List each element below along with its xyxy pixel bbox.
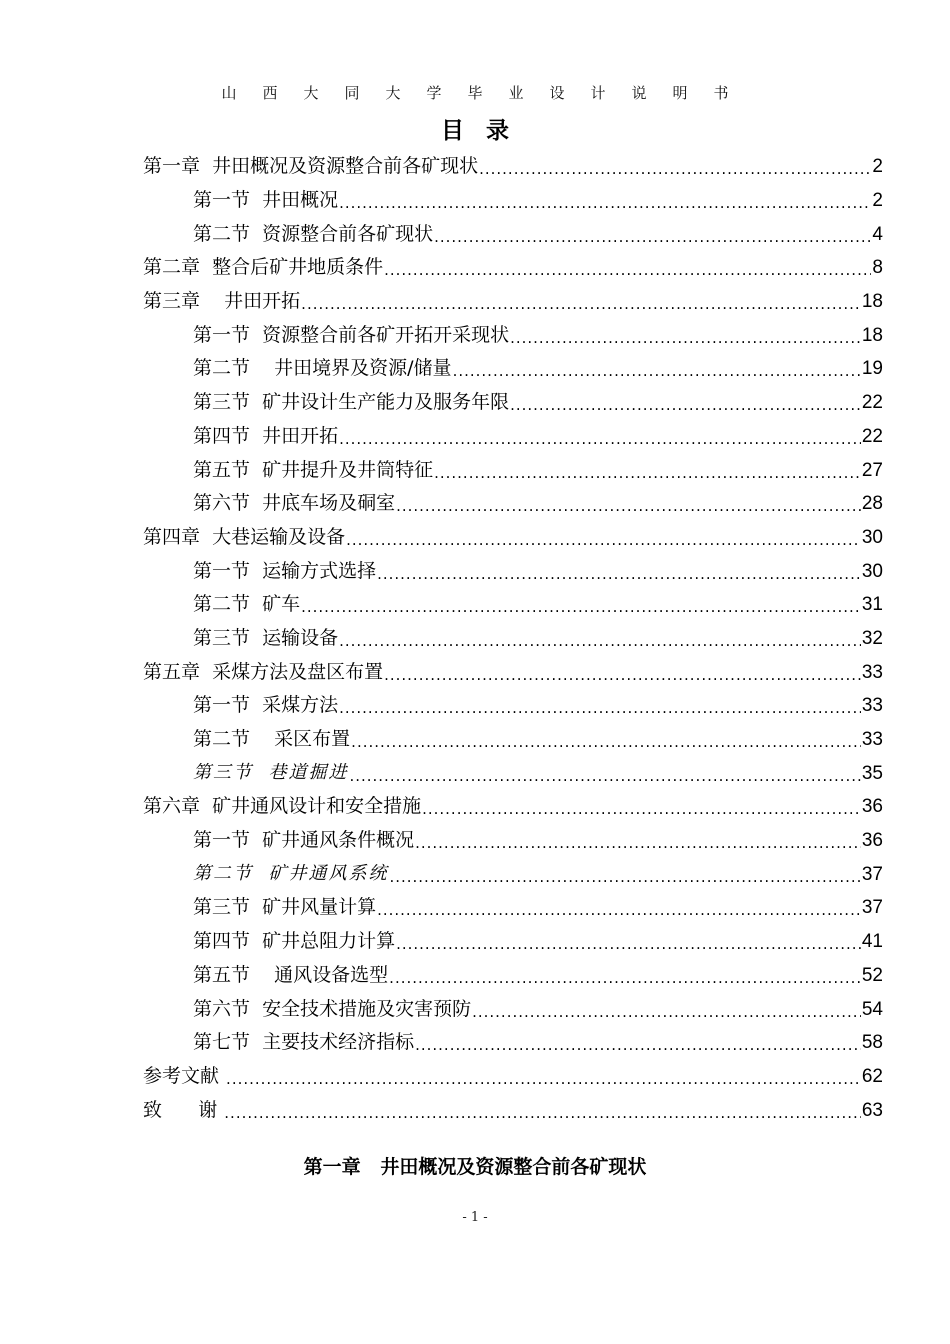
toc-entry-title: 第五节 通风设备选型 <box>193 963 389 986</box>
toc-entry-page-number: 27 <box>861 459 883 481</box>
toc-chapter-entry[interactable] <box>143 251 883 285</box>
toc-section-entry[interactable] <box>143 352 883 386</box>
toc-chapter-entry[interactable] <box>143 150 883 184</box>
toc-section-entry[interactable] <box>143 554 883 588</box>
toc-entry-title: 第五章 采煤方法及盘区布置 <box>143 660 384 683</box>
toc-entry-title: 第四节 矿井总阻力计算 <box>193 930 396 953</box>
toc-entry-title: 第三节 矿井设计生产能力及服务年限 <box>193 391 510 414</box>
toc-entry-page-number: 33 <box>861 661 883 683</box>
toc-entry-title: 第七节 主要技术经济指标 <box>193 1031 415 1054</box>
toc-entry-page-number: 52 <box>861 964 883 986</box>
toc-chapter-entry[interactable] <box>143 790 883 824</box>
toc-entry-page-number: 4 <box>872 223 883 245</box>
toc-entry-title: 第四节 井田开拓 <box>193 424 339 447</box>
toc-entry-title: 第二节 采区布置 <box>193 728 351 751</box>
toc-entry-title: 第一节 采煤方法 <box>193 694 339 717</box>
toc-dot-leader <box>415 1038 861 1053</box>
toc-dot-leader <box>339 196 871 211</box>
toc-section-entry[interactable] <box>143 217 883 251</box>
toc-entry-title: 第三节 运输设备 <box>193 626 339 649</box>
toc-section-entry[interactable] <box>143 1026 883 1060</box>
toc-section-entry[interactable] <box>143 959 883 993</box>
toc-entry-title: 第五节 矿井提升及井筒特征 <box>193 458 434 481</box>
toc-dot-leader <box>226 1072 861 1087</box>
toc-dot-leader <box>301 297 861 312</box>
toc-entry-page-number: 54 <box>861 998 883 1020</box>
toc-dot-leader <box>434 466 861 481</box>
toc-entry-title: 第一节 资源整合前各矿开拓开采现状 <box>193 323 510 346</box>
toc-entry-title: 第六节 安全技术措施及灾害预防 <box>193 997 472 1020</box>
toc-entry-title: 参考文献 <box>143 1064 226 1087</box>
toc-dot-leader <box>301 600 861 615</box>
toc-entry-title: 第二节 矿车 <box>193 593 301 616</box>
toc-dot-leader <box>472 1005 861 1020</box>
toc-entry-title: 第二章 整合后矿井地质条件 <box>143 256 384 279</box>
toc-dot-leader <box>377 567 861 582</box>
toc-entry-title: 致 谢 <box>143 1098 224 1121</box>
toc-section-entry[interactable] <box>143 588 883 622</box>
toc-dot-leader <box>453 364 861 379</box>
running-header: 山西大同大学毕业设计说明书 <box>221 84 755 102</box>
toc-entry-page-number: 32 <box>861 627 883 649</box>
toc-section-entry[interactable] <box>143 925 883 959</box>
toc-section-entry[interactable] <box>143 453 883 487</box>
toc-entry-title: 第一节 矿井通风条件概况 <box>193 829 415 852</box>
toc-chapter-entry[interactable] <box>143 1060 883 1094</box>
chapter-heading-text: 第一章 井田概况及资源整合前各矿现状 <box>303 1156 647 1178</box>
toc-entry-title: 第六章 矿井通风设计和安全措施 <box>143 795 422 818</box>
toc-entry-page-number: 31 <box>861 594 883 616</box>
toc-title: 目录 <box>441 118 531 144</box>
toc-section-entry[interactable] <box>143 857 883 891</box>
toc-dot-leader <box>389 870 860 885</box>
toc-dot-leader <box>396 937 861 952</box>
toc-section-entry[interactable] <box>143 756 883 790</box>
toc-dot-leader <box>377 903 861 918</box>
toc-chapter-entry[interactable] <box>143 285 883 319</box>
toc-dot-leader <box>224 1106 861 1121</box>
toc-entry-title: 第一节 运输方式选择 <box>193 559 377 582</box>
table-of-contents <box>143 150 883 1127</box>
toc-entry-page-number: 18 <box>861 324 883 346</box>
toc-dot-leader <box>396 499 861 514</box>
toc-entry-page-number: 22 <box>861 425 883 447</box>
toc-entry-page-number: 19 <box>861 358 883 380</box>
toc-entry-title: 第三章 井田开拓 <box>143 290 301 313</box>
toc-dot-leader <box>339 432 861 447</box>
toc-entry-title: 第四章 大巷运输及设备 <box>143 525 346 548</box>
toc-dot-leader <box>479 162 871 177</box>
toc-dot-leader <box>422 802 861 817</box>
toc-dot-leader <box>349 769 860 784</box>
toc-dot-leader <box>510 398 861 413</box>
toc-entry-title: 第一章 井田概况及资源整合前各矿现状 <box>143 155 479 178</box>
toc-section-entry[interactable] <box>143 318 883 352</box>
toc-entry-title: 第二节 井田境界及资源/储量 <box>193 357 452 380</box>
toc-entry-title: 第六节 井底车场及硐室 <box>193 492 396 515</box>
toc-entry-page-number: 37 <box>861 863 883 885</box>
toc-dot-leader <box>351 735 861 750</box>
toc-dot-leader <box>339 634 861 649</box>
toc-chapter-entry[interactable] <box>143 1093 883 1127</box>
toc-entry-page-number: 2 <box>872 190 883 212</box>
toc-entry-page-number: 2 <box>872 156 883 178</box>
toc-entry-title: 第三节 巷道掘进 <box>193 762 349 784</box>
toc-entry-title: 第二节 资源整合前各矿现状 <box>193 222 434 245</box>
toc-dot-leader <box>384 668 861 683</box>
toc-entry-page-number: 33 <box>861 729 883 751</box>
toc-dot-leader <box>389 971 861 986</box>
toc-section-entry[interactable] <box>143 420 883 454</box>
toc-section-entry[interactable] <box>143 622 883 656</box>
toc-entry-page-number: 22 <box>861 392 883 414</box>
chapter-heading <box>0 1152 950 1179</box>
toc-section-entry[interactable] <box>143 891 883 925</box>
toc-entry-page-number: 58 <box>861 1032 883 1054</box>
toc-entry-page-number: 33 <box>861 695 883 717</box>
toc-entry-page-number: 63 <box>861 1099 883 1121</box>
page-number: - 1 - <box>462 1210 488 1225</box>
toc-section-entry[interactable] <box>143 184 883 218</box>
toc-entry-page-number: 30 <box>861 526 883 548</box>
toc-entry-page-number: 18 <box>861 291 883 313</box>
toc-dot-leader <box>415 836 861 851</box>
toc-entry-page-number: 28 <box>861 493 883 515</box>
toc-entry-page-number: 41 <box>861 931 883 953</box>
toc-entry-page-number: 36 <box>861 796 883 818</box>
toc-section-entry[interactable] <box>143 487 883 521</box>
toc-section-entry[interactable] <box>143 824 883 858</box>
toc-dot-leader <box>346 533 861 548</box>
toc-entry-page-number: 37 <box>861 897 883 919</box>
toc-dot-leader <box>434 230 871 245</box>
toc-entry-title: 第三节 矿井风量计算 <box>193 896 377 919</box>
toc-section-entry[interactable] <box>143 386 883 420</box>
toc-section-entry[interactable] <box>143 992 883 1026</box>
toc-section-entry[interactable] <box>143 689 883 723</box>
toc-entry-title: 第二节 矿井通风系统 <box>193 863 389 885</box>
toc-entry-page-number: 35 <box>861 762 883 784</box>
toc-chapter-entry[interactable] <box>143 655 883 689</box>
toc-entry-page-number: 8 <box>872 257 883 279</box>
toc-entry-page-number: 36 <box>861 830 883 852</box>
toc-entry-page-number: 30 <box>861 560 883 582</box>
toc-entry-page-number: 62 <box>861 1065 883 1087</box>
toc-dot-leader <box>510 331 861 346</box>
toc-entry-title: 第一节 井田概况 <box>193 189 339 212</box>
toc-dot-leader <box>384 263 871 278</box>
toc-chapter-entry[interactable] <box>143 521 883 555</box>
toc-dot-leader <box>339 701 861 716</box>
toc-section-entry[interactable] <box>143 723 883 757</box>
